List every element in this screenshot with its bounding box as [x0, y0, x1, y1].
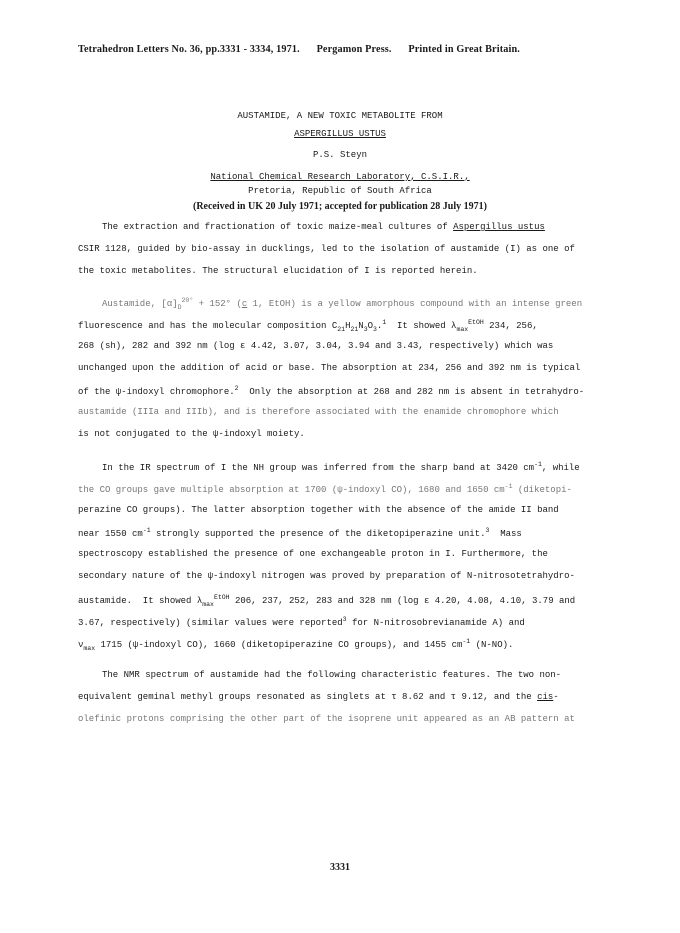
- page-number: 3331: [330, 862, 350, 873]
- text-line: near 1550 $cm^{-1}$ strongly supported the presence of the diketopiperazine unit.$^3$ Mass: [78, 527, 522, 539]
- text-line: $\nu_{max}$ 1715 (ψ-indoxyl CO), 1660 (diketopiperazine CO groups), and 1455 $cm^{-1}$ (N-NO).: [78, 638, 514, 652]
- text-line: the toxic metabolites. The structural elucidation of I is reported herein.: [78, 266, 478, 276]
- text-line: olefinic protons comprising the other part of the isoprene unit appeared as an AB pattern at: [78, 714, 575, 724]
- journal-header: [78, 44, 638, 55]
- text-line: unchanged upon the addition of acid or base. The absorption at 234, 256 and 392 nm is typical: [78, 363, 581, 373]
- text-line: equivalent geminal methyl groups resonated as singlets at τ 8.62 and τ 9.12, and the cis-: [78, 692, 559, 702]
- printed-note: Printed in Great Britain.: [408, 44, 520, 55]
- received-dates: (Received in UK 20 July 1971; accepted for publication 28 July 1971): [193, 201, 487, 212]
- text-line: Austamide, $[\alpha]_D^{20^\circ} + 152^\circ$ (c 1, EtOH) is a yellow amorphous compound with an intense green: [102, 297, 583, 311]
- affiliation-line1: National Chemical Research Laboratory, C.S.I.R.,: [210, 172, 470, 182]
- journal-citation: Tetrahedron Letters No. 36, pp.3331 - 3334, 1971.: [78, 44, 300, 55]
- text-line: fluorescence and has the molecular composition $C_{21}H_{21}N_3O_3.^1$ It showed $\lambda_{max}^{EtOH}$ 234, 256,: [78, 319, 538, 333]
- article-title: AUSTAMIDE, A NEW TOXIC METABOLITE FROM: [237, 111, 443, 121]
- text-line: In the IR spectrum of I the NH group was inferred from the sharp band at 3420 $cm^{-1}$, while: [102, 461, 580, 473]
- text-line: austamide. It showed $\lambda_{max}^{EtOH}$ 206, 237, 252, 283 and 328 nm (log ε 4.20, 4.08, 4.10, 3.79 and: [78, 594, 576, 608]
- text-line: spectroscopy established the presence of one exchangeable proton in I. Furthermore, the: [78, 549, 548, 559]
- article-title-line2: ASPERGILLUS USTUS: [294, 129, 386, 139]
- text-line: 268 (sh), 282 and 392 nm (log ε 4.42, 3.07, 3.04, 3.94 and 3.43, respectively) which was: [78, 341, 554, 351]
- text-line: secondary nature of the ψ-indoxyl nitrogen was proved by preparation of N-nitrosotetrahydro-: [78, 571, 575, 581]
- publisher: Pergamon Press.: [316, 44, 392, 55]
- author: P.S. Steyn: [312, 150, 367, 160]
- text-line: is not conjugated to the ψ-indoxyl moiety.: [78, 429, 305, 439]
- text-line: The extraction and fractionation of toxic maize-meal cultures of Aspergillus ustus: [102, 222, 545, 232]
- affiliation-line2: Pretoria, Republic of South Africa: [248, 186, 432, 196]
- text-line: perazine CO groups). The latter absorption together with the absence of the amide II band: [78, 505, 559, 515]
- text-line: the CO groups gave multiple absorption at 1700 (ψ-indoxyl CO), 1680 and 1650 $cm^{-1}$ (diketopi-: [78, 483, 572, 495]
- text-line: The NMR spectrum of austamide had the following characteristic features. The two non-: [102, 670, 562, 680]
- text-line: of the ψ-indoxyl chromophore.$^2$ Only the absorption at 268 and 282 nm is absent in tetrahydro-: [78, 385, 585, 397]
- text-line: austamide (IIIa and IIIb), and is therefore associated with the enamide chromophore which: [78, 407, 559, 417]
- affiliation-line1-wrap: [0, 172, 680, 182]
- article-title-line2-wrap: [0, 129, 680, 139]
- text-line: 3.67, respectively) (similar values were reported$^3$ for N-nitrosobrevianamide A) and: [78, 616, 525, 628]
- text-line: CSIR 1128, guided by bio-assay in ducklings, led to the isolation of austamide (I) as one of: [78, 244, 575, 254]
